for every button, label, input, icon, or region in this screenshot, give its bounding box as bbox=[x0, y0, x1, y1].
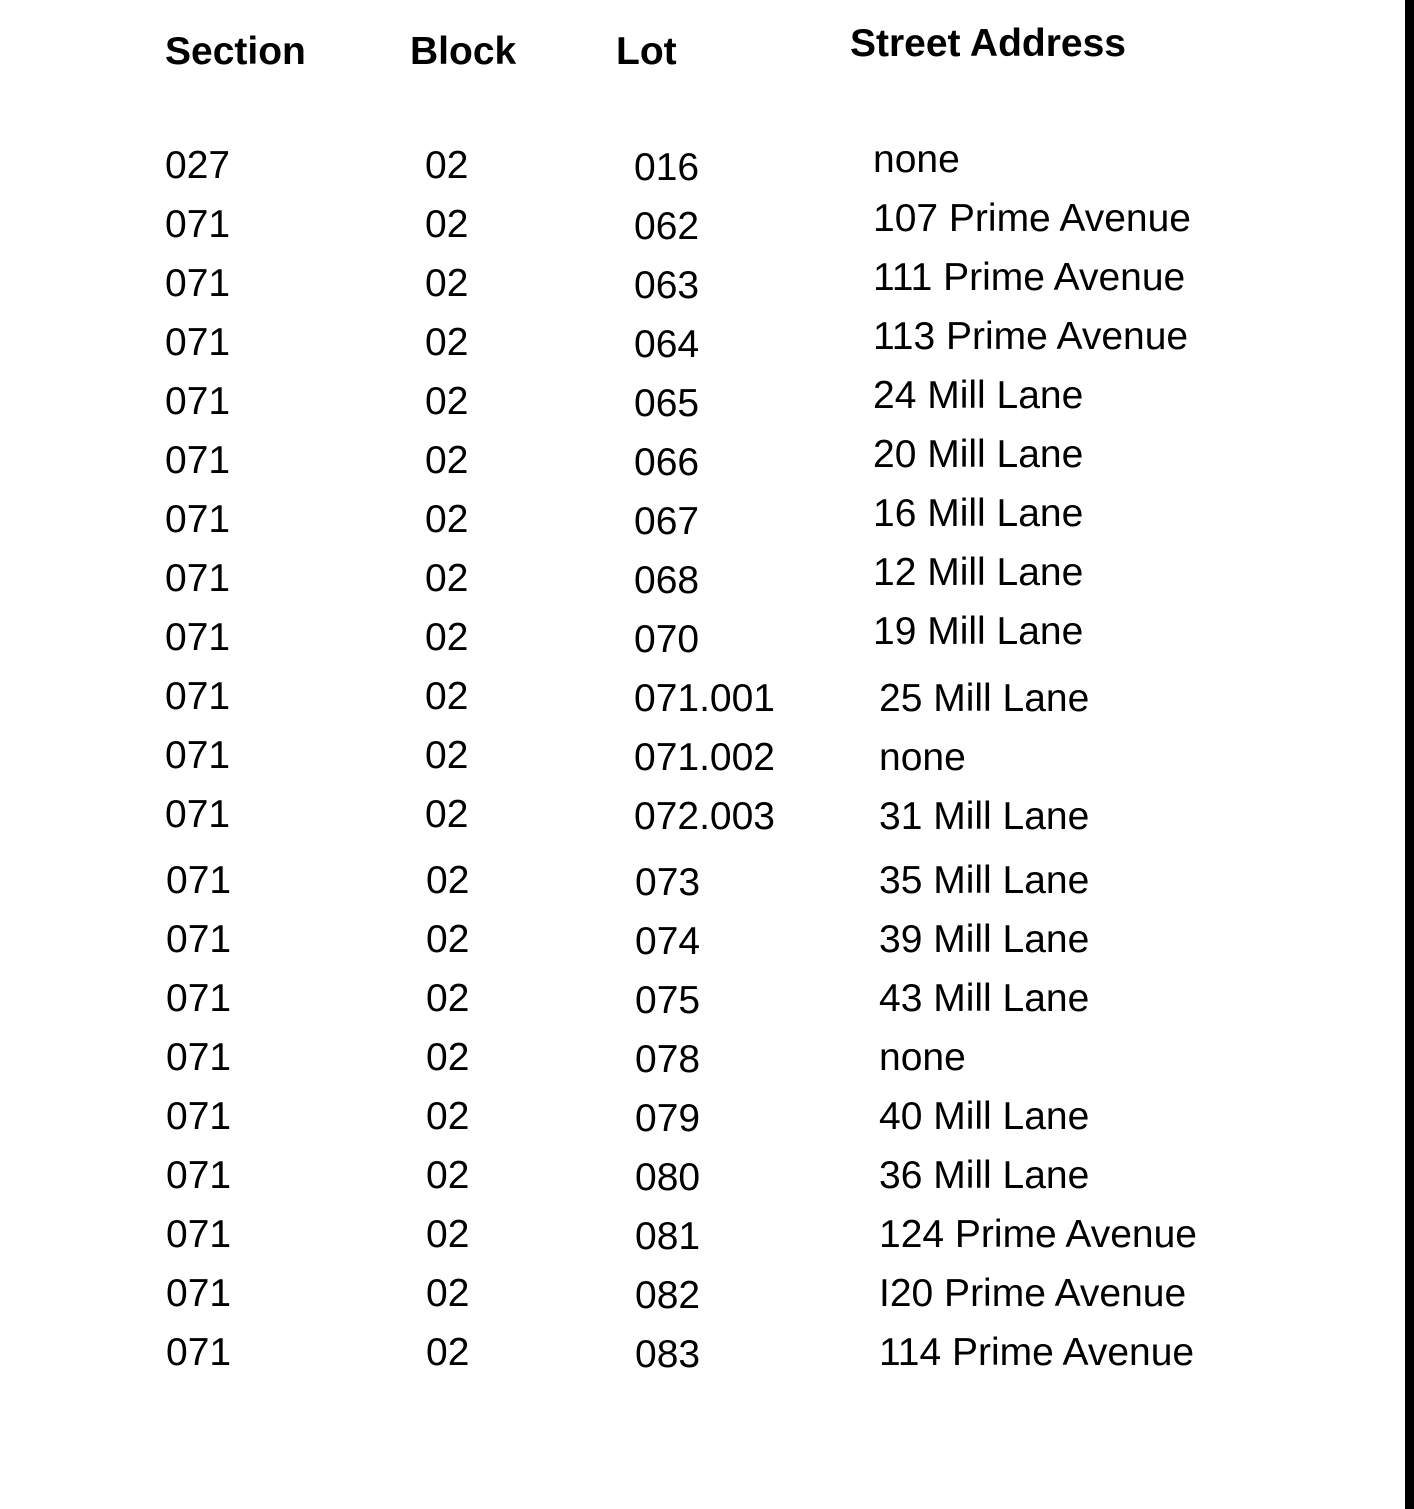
section-cell: 071 bbox=[165, 793, 231, 836]
table-row bbox=[0, 1038, 1400, 1088]
column-header-lot: Lot bbox=[616, 30, 677, 73]
lot-cell: 068 bbox=[634, 559, 700, 602]
lot-cell: 064 bbox=[634, 323, 700, 366]
block-cell: 02 bbox=[426, 1036, 470, 1079]
table-row bbox=[0, 256, 1400, 314]
street-address-cell: 24 Mill Lane bbox=[873, 374, 1084, 417]
block-cell: 02 bbox=[426, 977, 470, 1020]
street-address-cell: 43 Mill Lane bbox=[879, 977, 1090, 1020]
lot-cell: 063 bbox=[634, 264, 700, 307]
street-address-cell: 12 Mill Lane bbox=[873, 551, 1084, 594]
table-row bbox=[0, 1097, 1400, 1147]
street-address-cell: 107 Prime Avenue bbox=[873, 197, 1191, 240]
street-address-cell: 124 Prime Avenue bbox=[879, 1213, 1197, 1256]
block-cell: 02 bbox=[425, 498, 469, 541]
section-cell: 027 bbox=[165, 144, 231, 187]
street-address-cell: 35 Mill Lane bbox=[879, 859, 1090, 902]
lot-cell: 070 bbox=[634, 618, 700, 661]
section-cell: 071 bbox=[165, 321, 231, 364]
section-cell: 071 bbox=[165, 616, 231, 659]
section-cell: 071 bbox=[166, 1213, 232, 1256]
table-row bbox=[0, 315, 1400, 373]
street-address-cell: 111 Prime Avenue bbox=[873, 256, 1186, 299]
block-cell: 02 bbox=[426, 859, 470, 902]
lot-cell: 067 bbox=[634, 500, 700, 543]
street-address-cell: 16 Mill Lane bbox=[873, 492, 1084, 535]
section-cell: 071 bbox=[165, 439, 231, 482]
lot-cell: 066 bbox=[634, 441, 700, 484]
lot-cell: 065 bbox=[634, 382, 700, 425]
street-address-cell: none bbox=[879, 1036, 966, 1079]
block-cell: 02 bbox=[425, 321, 469, 364]
table-row bbox=[0, 979, 1400, 1029]
street-address-cell: 114 Prime Avenue bbox=[879, 1331, 1195, 1374]
lot-cell: 082 bbox=[635, 1274, 701, 1317]
lot-cell: 073 bbox=[635, 861, 701, 904]
block-cell: 02 bbox=[425, 675, 469, 718]
section-cell: 071 bbox=[166, 918, 232, 961]
section-cell: 071 bbox=[166, 1095, 232, 1138]
block-cell: 02 bbox=[425, 380, 469, 423]
section-cell: 071 bbox=[166, 977, 232, 1020]
lot-cell: 016 bbox=[634, 146, 700, 189]
page-right-border bbox=[1405, 0, 1414, 1509]
section-cell: 071 bbox=[166, 1154, 232, 1197]
lot-cell: 079 bbox=[635, 1097, 701, 1140]
street-address-cell: 25 Mill Lane bbox=[879, 677, 1090, 720]
section-cell: 071 bbox=[166, 1331, 232, 1374]
lot-cell: 080 bbox=[635, 1156, 701, 1199]
street-address-cell: none bbox=[873, 138, 960, 181]
table-row bbox=[0, 861, 1400, 911]
street-address-cell: I20 Prime Avenue bbox=[879, 1272, 1187, 1315]
table-row bbox=[0, 551, 1400, 609]
table-row bbox=[0, 197, 1400, 255]
block-cell: 02 bbox=[425, 793, 469, 836]
street-address-cell: 40 Mill Lane bbox=[879, 1095, 1090, 1138]
section-cell: 071 bbox=[166, 859, 232, 902]
table-row bbox=[0, 795, 1400, 845]
lot-cell: 071.001 bbox=[634, 677, 775, 720]
section-cell: 071 bbox=[165, 675, 231, 718]
block-cell: 02 bbox=[426, 1213, 470, 1256]
table-row bbox=[0, 138, 1400, 196]
section-cell: 071 bbox=[166, 1272, 232, 1315]
table-row bbox=[0, 1215, 1400, 1265]
street-address-cell: 20 Mill Lane bbox=[873, 433, 1084, 476]
lot-cell: 081 bbox=[635, 1215, 701, 1258]
street-address-cell: 113 Prime Avenue bbox=[873, 315, 1189, 358]
table-row bbox=[0, 610, 1400, 668]
section-cell: 071 bbox=[166, 1036, 232, 1079]
lot-cell: 072.003 bbox=[634, 795, 775, 838]
lot-cell: 071.002 bbox=[634, 736, 775, 779]
block-cell: 02 bbox=[425, 144, 469, 187]
column-header-section: Section bbox=[165, 30, 306, 73]
table-row bbox=[0, 1333, 1400, 1383]
section-cell: 071 bbox=[165, 203, 231, 246]
section-cell: 071 bbox=[165, 262, 231, 305]
table-row bbox=[0, 1156, 1400, 1206]
block-cell: 02 bbox=[425, 439, 469, 482]
section-cell: 071 bbox=[165, 557, 231, 600]
table-row bbox=[0, 433, 1400, 491]
block-cell: 02 bbox=[426, 1331, 470, 1374]
section-cell: 071 bbox=[165, 734, 231, 777]
block-cell: 02 bbox=[426, 1154, 470, 1197]
block-cell: 02 bbox=[426, 1095, 470, 1138]
table-row bbox=[0, 736, 1400, 786]
column-header-street-address: Street Address bbox=[850, 22, 1126, 65]
block-cell: 02 bbox=[425, 203, 469, 246]
table-row bbox=[0, 1274, 1400, 1324]
block-cell: 02 bbox=[425, 734, 469, 777]
block-cell: 02 bbox=[426, 918, 470, 961]
street-address-cell: 19 Mill Lane bbox=[873, 610, 1084, 653]
street-address-cell: 39 Mill Lane bbox=[879, 918, 1090, 961]
table-row bbox=[0, 920, 1400, 970]
block-cell: 02 bbox=[425, 557, 469, 600]
lot-cell: 083 bbox=[635, 1333, 701, 1376]
table-row bbox=[0, 374, 1400, 432]
table-row bbox=[0, 677, 1400, 727]
street-address-cell: 31 Mill Lane bbox=[879, 795, 1090, 838]
section-cell: 071 bbox=[165, 498, 231, 541]
block-cell: 02 bbox=[426, 1272, 470, 1315]
section-cell: 071 bbox=[165, 380, 231, 423]
street-address-cell: none bbox=[879, 736, 966, 779]
block-cell: 02 bbox=[425, 262, 469, 305]
lot-cell: 075 bbox=[635, 979, 701, 1022]
table-row bbox=[0, 492, 1400, 550]
lot-cell: 062 bbox=[634, 205, 700, 248]
lot-cell: 074 bbox=[635, 920, 701, 963]
column-header-block: Block bbox=[410, 30, 517, 73]
lot-cell: 078 bbox=[635, 1038, 701, 1081]
street-address-cell: 36 Mill Lane bbox=[879, 1154, 1090, 1197]
block-cell: 02 bbox=[425, 616, 469, 659]
